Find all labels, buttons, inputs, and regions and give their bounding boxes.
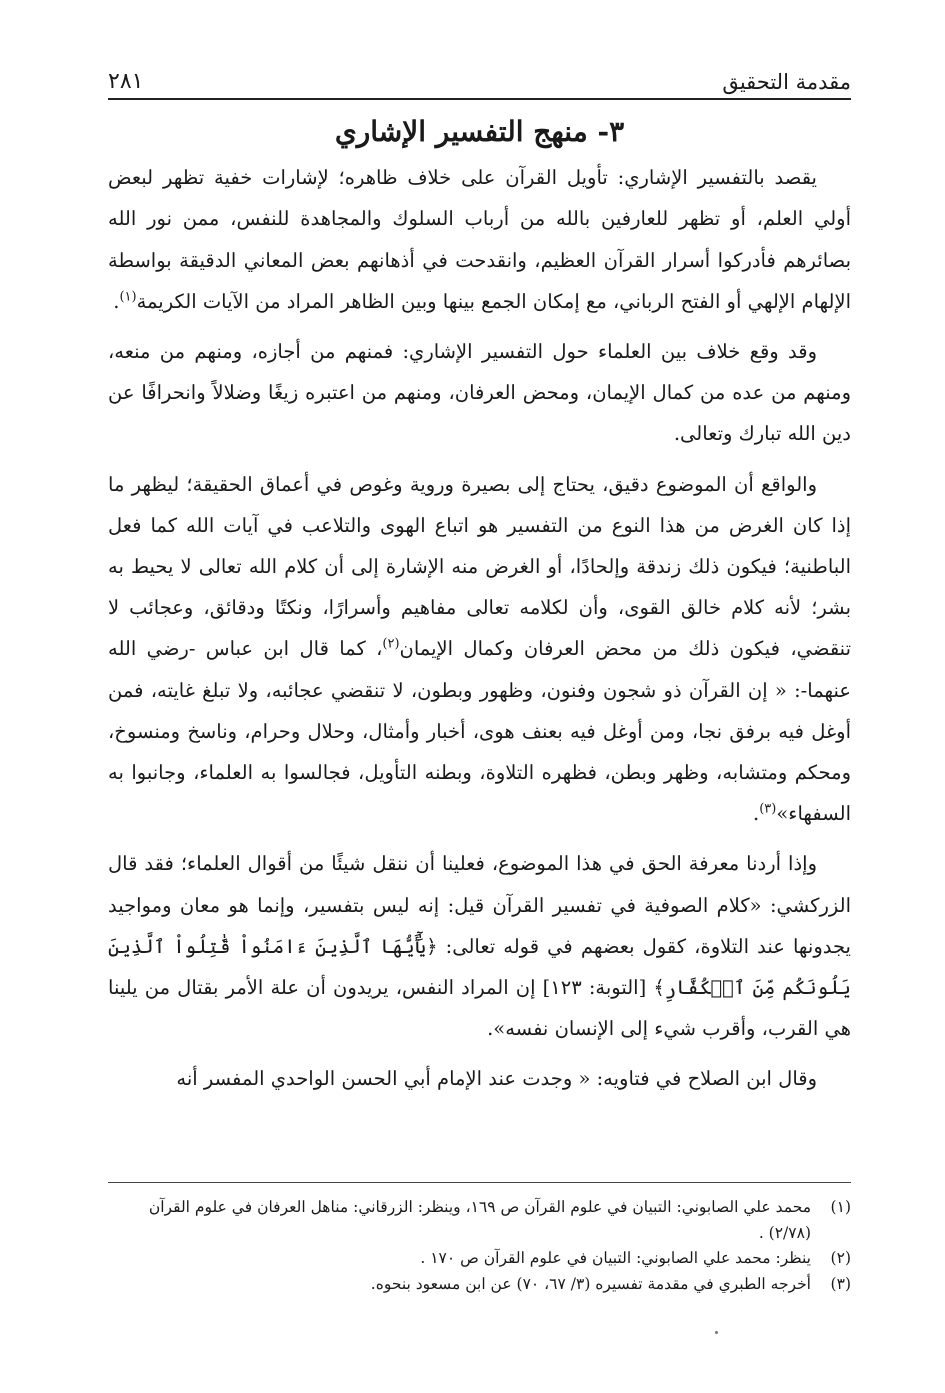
- quran-verse: ﴿يَٰٓأَيُّهَا ٱلَّذِينَ ءَامَنُواْ قَٰتِلُواْ ٱلَّذِينَ يَلُونَكُم مِّنَ ٱلۡكُفَّارِ﴾: [108, 934, 851, 1000]
- section-heading: ٣- منهج التفسير الإشاري: [334, 115, 625, 148]
- page-header: [108, 58, 851, 100]
- footnote-text: ينظر: محمد علي الصابوني: التبيان في علوم القرآن ص ١٧٠ .: [420, 1249, 811, 1267]
- footnote-number: (١): [830, 1198, 851, 1216]
- scan-speck: [715, 1331, 718, 1334]
- footnote: [108, 1272, 851, 1298]
- footnote: [108, 1246, 851, 1272]
- footnotes: [108, 1182, 851, 1297]
- paragraph-text: .: [113, 289, 120, 313]
- paragraph-text: وإذا أردنا معرفة الحق في هذا الموضوع، فعلينا أن ننقل شيئًا من أقوال العلماء؛ فقد قال الزركشي: «كلام الصوفية في تفسير القرآن قيل: إنه ليس بتفسير، وإنما هو معان ومواجيد يجدونها عند التلاوة، كقول بعضهم في قوله تعالى:: [108, 852, 851, 958]
- paragraph-text: يقصد بالتفسير الإشاري: تأويل القرآن على خلاف ظاهره؛ لإشارات خفية تظهر لبعض أولي العلم، أو تظهر للعارفين بالله من أرباب السلوك والمجاهدة للنفس، ممن نور الله بصائرهم فأدركوا أسرار القرآن العظيم، وانقدحت في أذهانهم بعض المعاني الدقيقة بواسطة الإلهام الإلهي أو الفتح الرباني، مع إمكان الجمع بينها وبين الظاهر المراد من الآيات الكريمة: [108, 166, 851, 313]
- paragraph-reality: [108, 464, 851, 835]
- paragraph-text: [التوبة: ١٢٣] إن المراد النفس، يريدون أن علة الأمر بقتال من يلينا هي القرب، وأقرب شيء إلى الإنسان نفسه».: [108, 976, 851, 1041]
- footnote-reference: (٣): [759, 801, 777, 817]
- footnote-number: (٢): [830, 1249, 851, 1267]
- footnote-number: (٣): [830, 1274, 851, 1293]
- footnote-reference: (١): [119, 289, 137, 305]
- paragraph-text: وقال ابن الصلاح في فتاويه: « وجدت عند الإمام أبي الحسن الواحدي المفسر أنه: [176, 1067, 817, 1091]
- paragraph-zarkashi: [108, 843, 851, 1049]
- footnote-text: أخرجه الطبري في مقدمة تفسيره (٣/ ٦٧، ٧٠) عن ابن مسعود بنحوه.: [370, 1274, 811, 1293]
- footnote: [108, 1195, 851, 1246]
- paragraph-text: والواقع أن الموضوع دقيق، يحتاج إلى بصيرة وروية وغوص في أعماق الحقيقة؛ ليظهر ما إذا كان الغرض من هذا النوع من التفسير هو اتباع الهوى والتلاعب في آيات الله كما فعل الباطنية؛ فيكون ذلك زندقة وإلحادًا، أو الغرض منه الإشارة إلى أن كلام الله تعالى لا يحيط به بشر؛ لأنه كلام خالق القوى، وأن لكلامه تعالى مفاهيم وأسرارًا، ونكتًا ودقائق، وعجائب لا تنقضي، فيكون ذلك من محض العرفان وكمال الإيمان: [108, 472, 851, 661]
- page-number: ٢٨١: [108, 69, 144, 94]
- footnote-text: محمد علي الصابوني: التبيان في علوم القرآن ص ١٦٩، وينظر: الزرقاني: مناهل العرفان في علوم القرآن (٢/٧٨) .: [148, 1198, 811, 1242]
- body-text: [108, 157, 851, 1099]
- paragraph-text: .: [753, 802, 760, 826]
- book-page: [108, 58, 851, 1393]
- paragraph-ibn-salah: [108, 1058, 851, 1099]
- paragraph-definition: [108, 157, 851, 322]
- running-title: مقدمة التحقيق: [722, 70, 851, 94]
- paragraph-text: ، كما قال ابن عباس -رضي الله عنهما-: « إن القرآن ذو شجون وفنون، وظهور وبطون، لا تنقضي عجائبه، ولا تبلغ غايته، فمن أوغل فيه برفق نجا، ومن أوغل فيه بعنف هوى، أخبار وأمثال، وحلال وحرام، وناسخ ومنسوخ، ومحكم ومتشابه، وظهر وبطن، فظهره التلاوة، وبطنه التأويل، فجالسوا به العلماء، وجانبوا به السفهاء»: [108, 637, 851, 826]
- paragraph-scholars-dispute: [108, 331, 851, 455]
- footnote-reference: (٢): [382, 636, 400, 652]
- paragraph-text: وقد وقع خلاف بين العلماء حول التفسير الإشاري: فمنهم من أجازه، ومنهم من منعه، ومنهم من عده من كمال الإيمان، ومحض العرفان، ومنهم من اعتبره زيغًا وضلالاً وانحرافًا عن دين الله تبارك وتعالى.: [108, 340, 851, 446]
